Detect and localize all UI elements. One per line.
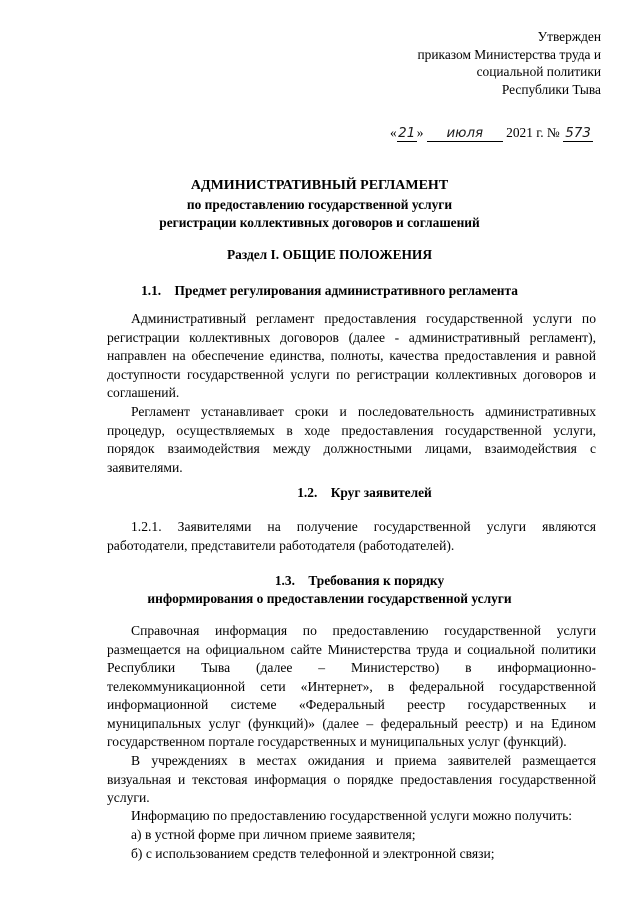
subsection-1-3-heading-1: 1.3. Требования к порядку [274,573,445,588]
subsection-1-1-paragraph-1: Административный регламент предоставления государственной услуги по регистрации коллективных договоров (далее - административный регламент), направлен на обеспечение единства, полноты, качества предоставления и равной доступности государственной услуги по регистрации коллективных договоров и соглашений. [107,311,596,400]
subsection-1-3-paragraph-2: В учреждениях в местах ожидания и приема заявителей размещается визуальная и текстовая информация о порядке предоставления государственной услуги. [107,753,596,805]
approval-day: 21 [398,126,416,141]
approval-line-republic: Республики Тыва [501,81,601,97]
subsection-1-2-heading: 1.2. Круг заявителей [297,485,432,500]
subsection-1-1-paragraph-2: Регламент устанавливает сроки и последовательность административных процедур, осуществляемых в ходе предоставления государственной услуги, порядок взаимодействия между должностными лицами, взаимодействия с заявителями. [107,404,596,475]
approval-line-order: приказом Министерства труда и [417,46,601,62]
list-item-a: а) в устной форме при личном приеме заявителя; [131,827,416,842]
subsection-1-3-paragraph-3: Информацию по предоставлению государственной услуги можно получить: [131,808,573,823]
quote-open: « [390,125,397,140]
subsection-1-1-heading: 1.1. Предмет регулирования административного регламента [141,283,518,298]
subsection-1-3-heading-2: информирования о предоставлении государственной услуги [147,591,512,606]
approval-year: 2021 г. № [506,125,560,140]
list-item-b: б) с использованием средств телефонной и электронной связи; [131,846,495,861]
document-subtitle-1: по предоставлению государственной услуги [186,197,453,212]
document-title: АДМИНИСТРАТИВНЫЙ РЕГЛАМЕНТ [190,178,449,193]
approval-month: июля [427,126,503,142]
approval-line-approved: Утвержден [537,29,601,44]
section-1-heading: Раздел I. ОБЩИЕ ПОЛОЖЕНИЯ [226,247,433,262]
subsection-1-3-paragraph-1: Справочная информация по предоставлению государственной услуги размещается на официальном сайте Министерства труда и социальной политики Республики Тыва (далее – Министерство) в информационно-телекоммуникационной сети «Интернет», в федеральной государственной информационной системе «Федеральный реестр государственных и муниципальных услуг (функций)» (далее – федеральный реестр) и на Едином государственном портале государственных и муниципальных услуг (функций). [107,623,596,749]
approval-number: 573 [563,126,593,142]
subsection-1-2-paragraph-1: 1.2.1. Заявителями на получение государственной услуги являются работодатели, представители работодателя (работодателей). [107,519,596,553]
approval-line-ministry: социальной политики [476,64,601,79]
approval-date-line [390,124,610,142]
document-subtitle-2: регистрации коллективных договоров и соглашений [159,215,480,230]
approval-block [301,28,601,98]
quote-close: » [416,125,424,140]
